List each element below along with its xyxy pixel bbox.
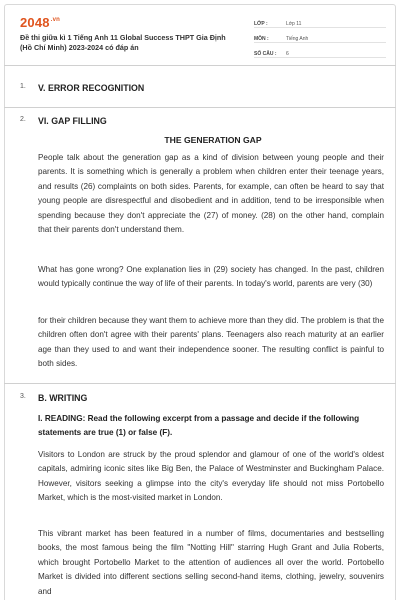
passage-paragraph: What has gone wrong? One explanation lies in (29) society has changed. In the past, children would typically continue the way of life of their parents. In today's world, parents are very (30)	[38, 265, 384, 289]
passage-paragraph: Visitors to London are struck by the proud splendor and glamour of one of the world's oldest capitals, admiring iconic sites like Big Ben, the Palace of Westminster and Buckingham Palace. However, visitors seeking a glimpse into the city's everyday life should not miss Portobello Market, which is the most-visited market in London.	[38, 450, 384, 503]
document-meta	[254, 16, 386, 61]
reading-instructions: I. READING: Read the following excerpt from a passage and decide if the following statements are true (1) or false (F).	[38, 414, 360, 438]
section-number: 2.	[20, 116, 26, 123]
meta-row-subject	[254, 31, 386, 43]
meta-row-question-count	[254, 46, 386, 58]
passage-paragraph: People talk about the generation gap as a kind of division between young people and their parents. It is something which is generally a problem when children enter their teenage years, and results (26) complaints on both sides. Parents, for example, can often be heard to say that young people are disrespectful and disobedient and in addition, tend to be irresponsible when spending because they don't appreciate the (27) of money. (28) on the other hand, complain that their parents don't understand them.	[38, 153, 384, 235]
section-title: V. ERROR RECOGNITION	[38, 83, 145, 93]
section-number: 3.	[20, 393, 26, 400]
meta-value: Lớp 11	[286, 21, 302, 27]
question-section	[4, 72, 396, 108]
meta-value: Tiếng Anh	[286, 36, 309, 42]
passage-paragraph: This vibrant market has been featured in a number of films, documentaries and bestselling books, the most famous being the film "Notting Hill" starring Hugh Grant and Julia Roberts, which brought Portobello Market to the attention of audiences all over the world. Portobello Market is divided into different sections selling second-hand items, clothing, jewelry, souvenirs and	[38, 529, 384, 596]
passage-paragraph: for their children because they want them to achieve more than they did. The problem is that the children often don't agree with their parents' plans. Teenagers also reach maturity at an earlier age than they used to and want their independence sooner. The resulting conflict is painful to both sides.	[38, 316, 384, 369]
section-title: VI. GAP FILLING	[38, 116, 107, 126]
document-title: Đề thi giữa kì 1 Tiếng Anh 11 Global Success THPT Gia Định (Hồ Chí Minh) 2023-2024 có đáp án	[20, 33, 226, 52]
site-logo[interactable]	[20, 15, 60, 30]
question-section	[4, 108, 396, 384]
section-title: B. WRITING	[38, 393, 88, 403]
logo-text: 2048	[20, 15, 50, 30]
document-header	[4, 4, 396, 66]
meta-row-class	[254, 16, 386, 28]
meta-value: 6	[286, 51, 289, 57]
logo-suffix: .vn	[50, 17, 61, 23]
meta-label: SỐ CÂU :	[254, 51, 277, 57]
section-number: 1.	[20, 83, 26, 90]
question-section	[4, 384, 396, 600]
meta-label: MÔN :	[254, 36, 269, 42]
passage-title: THE GENERATION GAP	[164, 135, 262, 145]
meta-label: LỚP :	[254, 21, 268, 27]
